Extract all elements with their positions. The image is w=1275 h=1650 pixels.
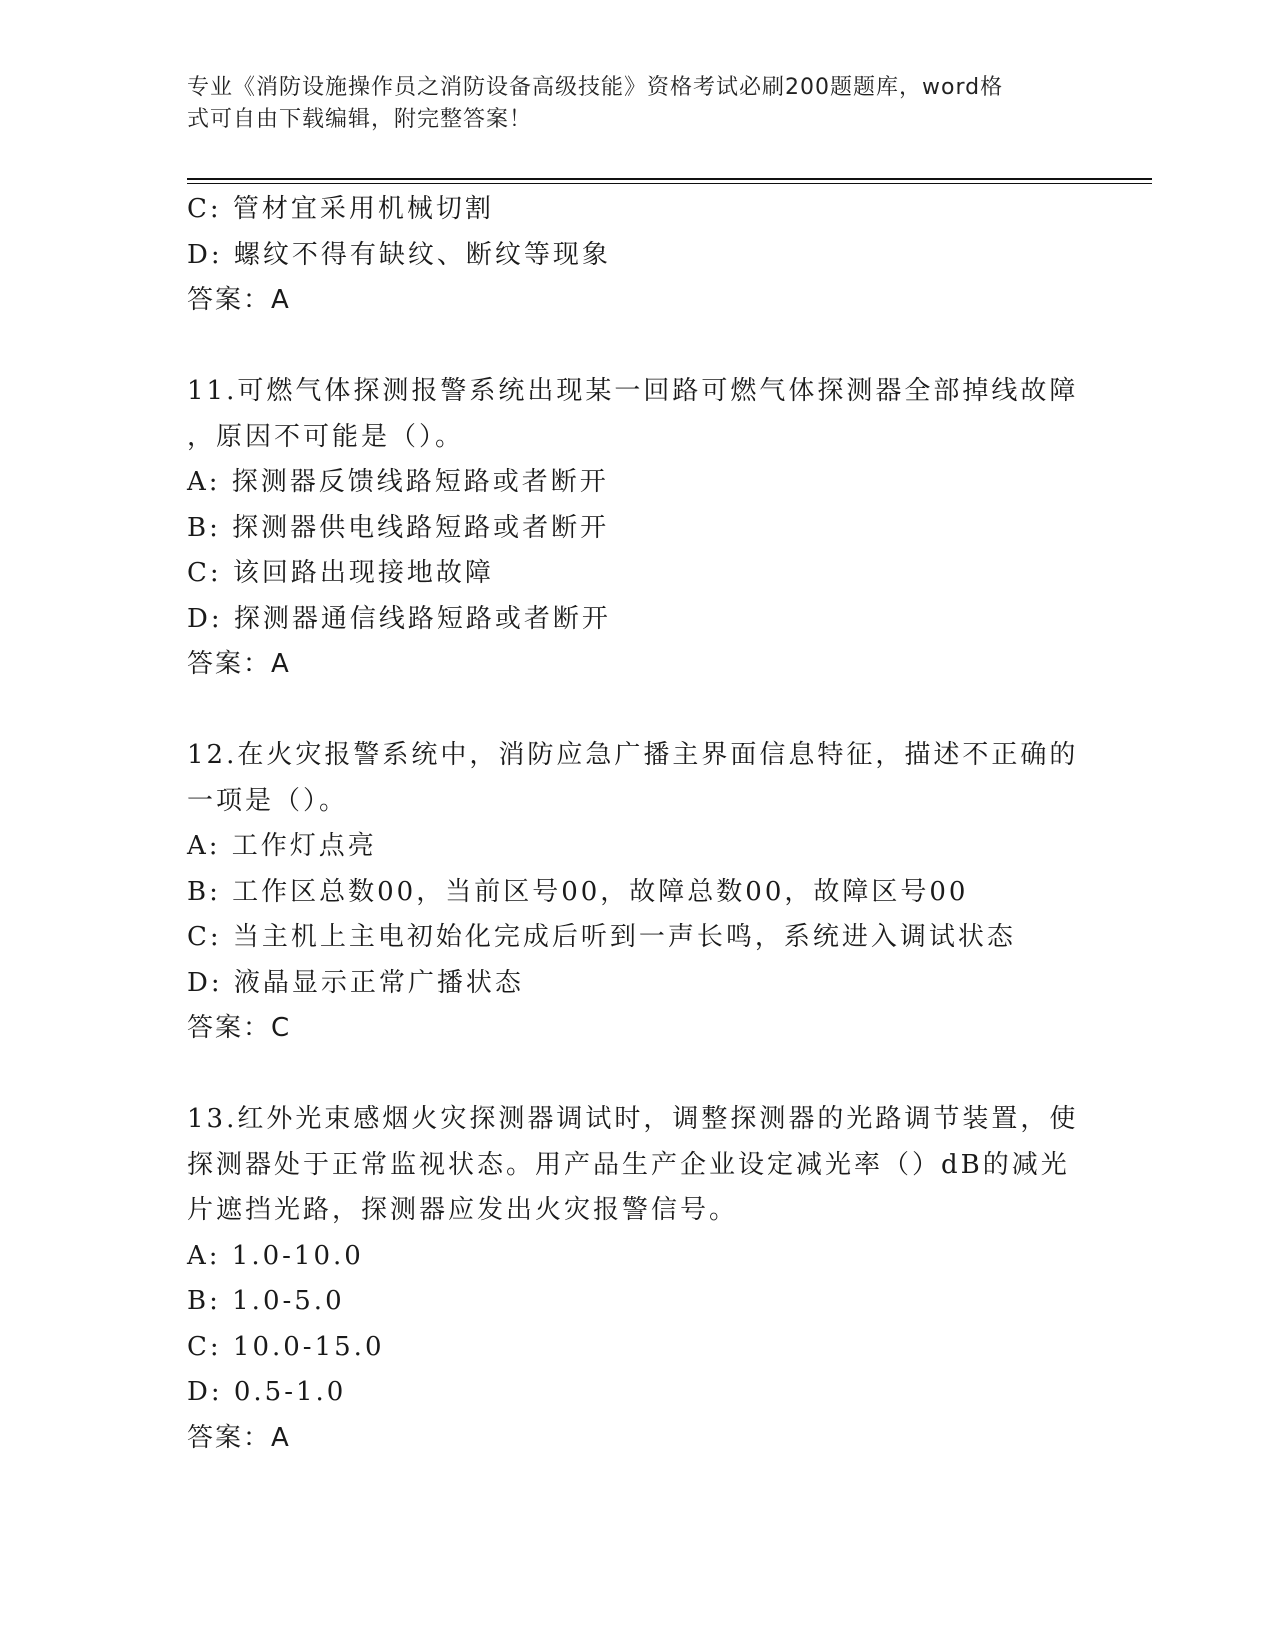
option-d: D: 探测器通信线路短路或者断开 (187, 603, 611, 634)
answer-line: 答案：A (187, 649, 291, 679)
question-stem-line: ，原因不可能是（）。 (187, 421, 465, 452)
spacer (187, 688, 1087, 734)
question-content (187, 187, 1087, 1461)
option-b: B: 工作区总数00，当前区号00，故障总数00，故障区号00 (187, 876, 969, 907)
question-fragment (187, 187, 1087, 324)
question-12 (187, 733, 1087, 1052)
header-divider-thick (187, 178, 1152, 180)
header-line-1: 专业《消防设施操作员之消防设备高级技能》资格考试必刷200题题库，word格 (187, 75, 1004, 100)
question-stem-line: 探测器处于正常监视状态。用产品生产企业设定减光率（）dB的减光 (187, 1149, 1070, 1180)
question-13 (187, 1097, 1087, 1461)
answer-line: 答案：A (187, 1422, 291, 1453)
option-a: A: 探测器反馈线路短路或者断开 (187, 467, 609, 497)
option-c: C: 管材宜采用机械切割 (187, 194, 494, 224)
option-c: C: 该回路出现接地故障 (187, 558, 494, 588)
option-b: B: 1.0-5.0 (187, 1286, 345, 1316)
question-stem-line: 12.在火灾报警系统中，消防应急广播主界面信息特征，描述不正确的 (187, 740, 1079, 770)
answer-line: 答案：C (187, 1013, 292, 1043)
document-header (187, 72, 1067, 136)
option-b: B: 探测器供电线路短路或者断开 (187, 512, 610, 543)
question-stem-line: 一项是（）。 (187, 785, 349, 816)
answer-line: 答案：A (187, 285, 291, 315)
option-d: D: 螺纹不得有缺纹、断纹等现象 (187, 239, 611, 270)
option-a: A: 1.0-10.0 (187, 1240, 364, 1271)
option-d: D: 0.5-1.0 (187, 1377, 347, 1407)
header-line-2: 式可自由下载编辑，附完整答案！ (187, 107, 533, 132)
header-divider-thin (187, 183, 1152, 184)
question-stem-line: 片遮挡光路，探测器应发出火灾报警信号。 (187, 1195, 739, 1225)
spacer (187, 324, 1087, 370)
question-11 (187, 369, 1087, 688)
question-stem-line: 11.可燃气体探测报警系统出现某一回路可燃气体探测器全部掉线故障 (187, 376, 1079, 406)
option-c: C: 10.0-15.0 (187, 1331, 385, 1362)
option-c: C: 当主机上主电初始化完成后听到一声长鸣，系统进入调试状态 (187, 922, 1016, 952)
spacer (187, 1052, 1087, 1098)
option-a: A: 工作灯点亮 (187, 831, 377, 861)
option-d: D: 液晶显示正常广播状态 (187, 967, 524, 998)
question-stem-line: 13.红外光束感烟火灾探测器调试时，调整探测器的光路调节装置，使 (187, 1104, 1079, 1134)
